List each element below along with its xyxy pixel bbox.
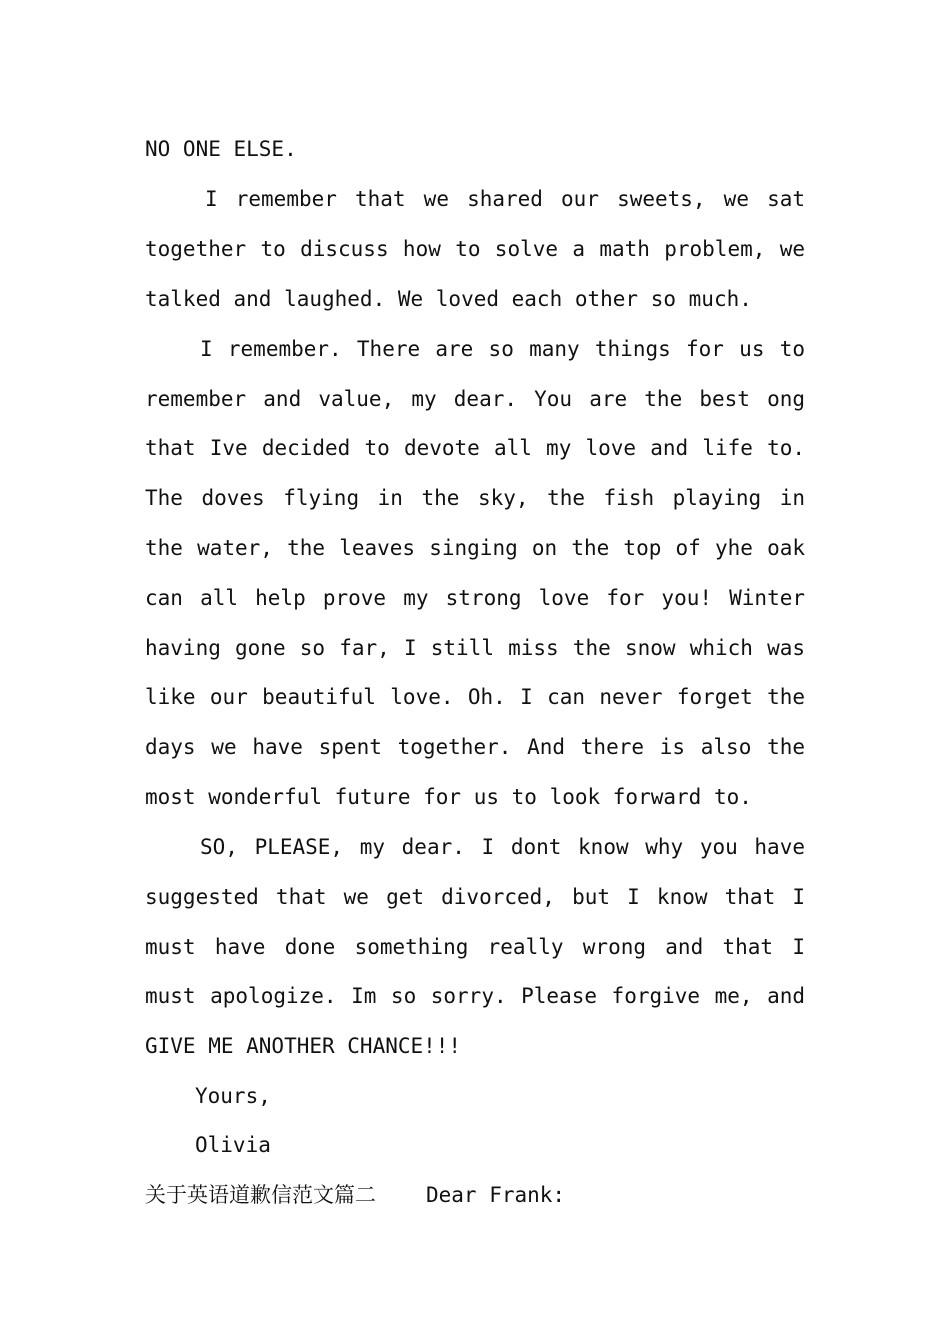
text-line: NO ONE ELSE. [145,137,297,161]
paragraph-last-line: most wonderful future for us to look forward to. [145,785,752,809]
paragraph-last-line: talked and laughed. We loved each other so much. [145,287,752,311]
text-line: together to discuss how to solve a math problem, we [145,237,805,261]
text-line: the water, the leaves singing on the top of yhe oak [145,536,805,560]
paragraph-first-line: I remember that we shared our sweets, we sat [205,187,805,211]
text-line: having gone so far, I still miss the snow which was [145,636,805,660]
section-heading-line [145,1180,805,1210]
text-line: that Ive decided to devote all my love and life to. [145,436,805,460]
text-line: remember and value, my dear. You are the best ong [145,387,805,411]
signature-name: Olivia [195,1133,271,1157]
paragraph-first-line: I remember. There are so many things for us to [200,337,805,361]
text-line: The doves flying in the sky, the fish playing in [145,486,805,510]
paragraph-first-line: SO, PLEASE, my dear. I dont know why you have [200,835,805,859]
text-line: like our beautiful love. Oh. I can never forget the [145,685,805,709]
text-line: must have done something really wrong and that I [145,935,805,959]
text-line: can all help prove my strong love for you! Winter [145,586,805,610]
paragraph-last-line: GIVE ME ANOTHER CHANCE!!! [145,1034,462,1058]
salutation: Dear Frank: [426,1183,566,1207]
text-line: must apologize. Im so sorry. Please forgive me, and [145,984,805,1008]
text-line: suggested that we get divorced, but I know that I [145,885,805,909]
section-heading: 关于英语道歉信范文篇二 [145,1183,376,1207]
text-line: days we have spent together. And there is also the [145,735,805,759]
closing-phrase: Yours, [195,1084,271,1108]
